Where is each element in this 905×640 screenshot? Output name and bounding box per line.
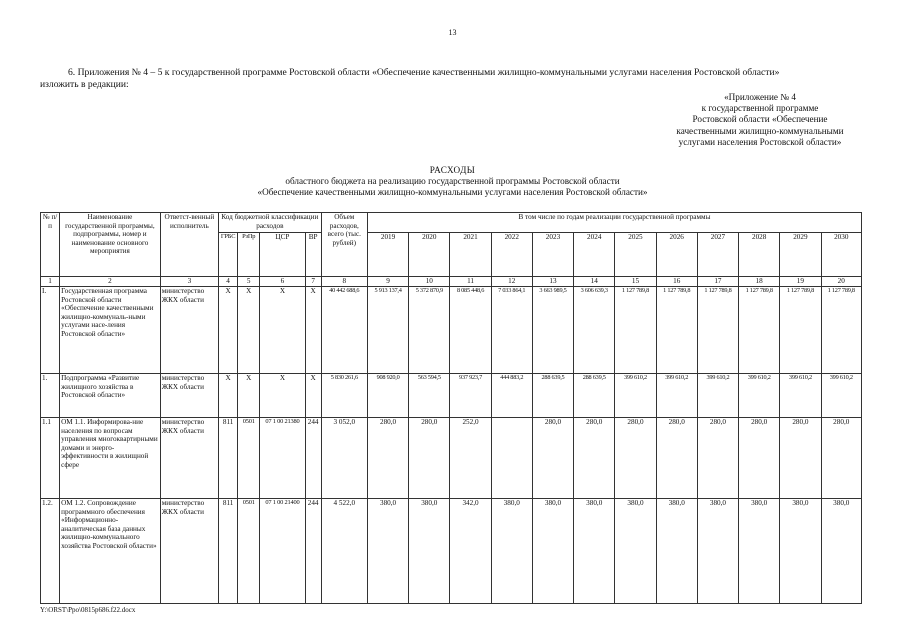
document-title (0, 165, 905, 199)
header-year: 2025 (615, 233, 656, 277)
row-year-value: 280,0 (532, 418, 573, 499)
column-number: 14 (574, 277, 615, 287)
row-year-value: 3 606 639,3 (574, 287, 615, 374)
column-number: 17 (697, 277, 738, 287)
column-number: 7 (305, 277, 321, 287)
title-main: РАСХОДЫ (429, 165, 476, 175)
column-number: 20 (821, 277, 861, 287)
row-year-value: 380,0 (656, 499, 697, 604)
row-total: 4 522,0 (321, 499, 367, 604)
header-volume: Объем расходов, всего (тыс. рублей) (321, 213, 367, 277)
row-year-value: 280,0 (821, 418, 861, 499)
column-number: 13 (532, 277, 573, 287)
row-num: 1.1 (41, 418, 60, 499)
title-sub-1: областного бюджета на реализацию государственной программы Ростовской области (285, 176, 620, 187)
row-year-value: 380,0 (532, 499, 573, 604)
row-csr: Х (260, 374, 305, 418)
row-year-value: 280,0 (367, 418, 408, 499)
header-code-group: Код бюджетной классификации расходов (219, 213, 322, 233)
row-year-value: 252,0 (450, 418, 491, 499)
appendix-line-1: «Приложение № 4 (724, 92, 796, 102)
header-years-group: В том числе по годам реализации государственной программы (367, 213, 861, 233)
row-year-value: 1 127 789,8 (615, 287, 656, 374)
row-year-value: 380,0 (574, 499, 615, 604)
row-executor: министерство ЖКХ области (160, 287, 218, 374)
row-year-value: 380,0 (821, 499, 861, 604)
row-csr: 07 1 00 21380 (260, 418, 305, 499)
row-year-value: 1 127 789,8 (697, 287, 738, 374)
row-year-value: 908 920,0 (367, 374, 408, 418)
appendix-line-5: услугами населения Ростовской области» (678, 136, 842, 147)
row-total: 5 830 261,6 (321, 374, 367, 418)
row-grbs: Х (219, 287, 238, 374)
row-rzpr: Х (238, 374, 260, 418)
row-year-value: 280,0 (780, 418, 821, 499)
column-number: 11 (450, 277, 491, 287)
table-row (41, 499, 862, 604)
row-year-value: 280,0 (739, 418, 780, 499)
header-csr: ЦСР (260, 233, 305, 277)
row-year-value: 288 639,5 (574, 374, 615, 418)
header-year: 2027 (697, 233, 738, 277)
intro-line-1: 6. Приложения № 4 – 5 к государственной программе Ростовской области «Обеспечение качественными жилищно-коммунальными услугами населения Ростовской области» (68, 67, 780, 78)
row-year-value: 937 923,7 (450, 374, 491, 418)
row-year-value: 399 610,2 (821, 374, 861, 418)
row-vr: 244 (305, 418, 321, 499)
appendix-line-2: к государственной программе (701, 103, 819, 114)
header-num: № п/п (41, 213, 60, 277)
row-year-value: 444 883,2 (491, 374, 532, 418)
intro-paragraph (40, 67, 862, 90)
intro-line-2: изложить в редакции: (40, 78, 129, 90)
column-number: 9 (367, 277, 408, 287)
row-year-value: 380,0 (367, 499, 408, 604)
row-year-value: 380,0 (491, 499, 532, 604)
row-year-value: 399 610,2 (780, 374, 821, 418)
row-rzpr: 0501 (238, 418, 260, 499)
row-grbs: 811 (219, 418, 238, 499)
row-year-value: 563 594,5 (409, 374, 450, 418)
header-year: 2020 (409, 233, 450, 277)
column-number: 4 (219, 277, 238, 287)
column-number: 6 (260, 277, 305, 287)
row-year-value: 1 127 789,8 (780, 287, 821, 374)
row-name: ОМ 1.1. Информирова-ние населения по вопросам управления многоквартирными домами и энерго-эффективности в жилищной сфере (60, 418, 161, 499)
column-number: 1 (41, 277, 60, 287)
row-year-value: 280,0 (574, 418, 615, 499)
row-executor: министерство ЖКХ области (160, 418, 218, 499)
row-csr: 07 1 00 21400 (260, 499, 305, 604)
appendix-line-4: качественными жилищно-коммунальными (676, 125, 844, 136)
row-year-value: 399 610,2 (739, 374, 780, 418)
header-year: 2021 (450, 233, 491, 277)
row-year-value: 380,0 (780, 499, 821, 604)
row-year-value: 1 127 789,8 (739, 287, 780, 374)
row-year-value: 380,0 (697, 499, 738, 604)
row-vr: Х (305, 287, 321, 374)
header-name: Наименование государственной программы, подпрограммы, номер и наименование основного мероприятия (60, 213, 161, 277)
header-year: 2028 (739, 233, 780, 277)
row-csr: Х (260, 287, 305, 374)
row-rzpr: 0501 (238, 499, 260, 604)
row-year-value: 5 372 870,9 (409, 287, 450, 374)
header-year: 2024 (574, 233, 615, 277)
row-year-value: 288 639,5 (532, 374, 573, 418)
column-number: 5 (238, 277, 260, 287)
row-num: 1.2. (41, 499, 60, 604)
row-year-value: 5 913 137,4 (367, 287, 408, 374)
expenses-table (40, 212, 862, 604)
column-number: 12 (491, 277, 532, 287)
column-number: 15 (615, 277, 656, 287)
row-year-value: 7 033 864,1 (491, 287, 532, 374)
row-name: Государственная программа Ростовской области «Обеспечение качественными жилищно-коммуналь-ными услугами насе-ления Ростовской области» (60, 287, 161, 374)
row-executor: министерство ЖКХ области (160, 499, 218, 604)
column-number: 19 (780, 277, 821, 287)
row-year-value: 8 085 448,6 (450, 287, 491, 374)
header-vr: ВР (305, 233, 321, 277)
table-row (41, 374, 862, 418)
row-year-value: 1 127 789,8 (656, 287, 697, 374)
row-total: 40 442 688,6 (321, 287, 367, 374)
row-year-value (491, 418, 532, 499)
file-path-footer: Y:\ORST\Ppo\0815p686.f22.docx (40, 606, 136, 614)
header-year: 2019 (367, 233, 408, 277)
header-grbs: ГРБС (219, 233, 238, 277)
row-year-value: 399 610,2 (615, 374, 656, 418)
row-year-value: 3 663 989,5 (532, 287, 573, 374)
row-year-value: 1 127 789,8 (821, 287, 861, 374)
column-number: 16 (656, 277, 697, 287)
row-name: Подпрограмма «Развитие жилищного хозяйства в Ростовской области» (60, 374, 161, 418)
header-executor: Ответст-венный исполнитель (160, 213, 218, 277)
header-year: 2026 (656, 233, 697, 277)
row-year-value: 399 610,2 (656, 374, 697, 418)
row-num: 1. (41, 374, 60, 418)
row-grbs: 811 (219, 499, 238, 604)
row-name: ОМ 1.2. Сопровождение программного обеспечения «Информационно-аналитическая база данных жилищно-коммунального хозяйства Ростовской области» (60, 499, 161, 604)
header-year: 2029 (780, 233, 821, 277)
appendix-line-3: Ростовской области «Обеспечение (692, 114, 828, 125)
column-number: 10 (409, 277, 450, 287)
row-year-value: 280,0 (656, 418, 697, 499)
table-row (41, 287, 862, 374)
row-year-value: 399 610,2 (697, 374, 738, 418)
header-rzpr: РзПр (238, 233, 260, 277)
row-year-value: 280,0 (697, 418, 738, 499)
header-year: 2022 (491, 233, 532, 277)
appendix-label (655, 92, 865, 148)
row-total: 3 052,0 (321, 418, 367, 499)
row-rzpr: Х (238, 287, 260, 374)
row-vr: 244 (305, 499, 321, 604)
row-year-value: 380,0 (739, 499, 780, 604)
header-year: 2023 (532, 233, 573, 277)
row-year-value: 342,0 (450, 499, 491, 604)
column-number: 2 (60, 277, 161, 287)
column-number: 3 (160, 277, 218, 287)
row-year-value: 280,0 (615, 418, 656, 499)
column-number: 8 (321, 277, 367, 287)
header-year: 2030 (821, 233, 861, 277)
row-grbs: Х (219, 374, 238, 418)
table-row (41, 418, 862, 499)
row-executor: министерство ЖКХ области (160, 374, 218, 418)
row-year-value: 380,0 (615, 499, 656, 604)
title-sub-2: «Обеспечение качественными жилищно-коммунальными услугами населения Ростовской области» (257, 187, 648, 198)
column-number: 18 (739, 277, 780, 287)
page-number: 13 (448, 28, 457, 37)
column-number-row (41, 277, 862, 287)
row-year-value: 280,0 (409, 418, 450, 499)
row-num: I. (41, 287, 60, 374)
row-year-value: 380,0 (409, 499, 450, 604)
row-vr: Х (305, 374, 321, 418)
